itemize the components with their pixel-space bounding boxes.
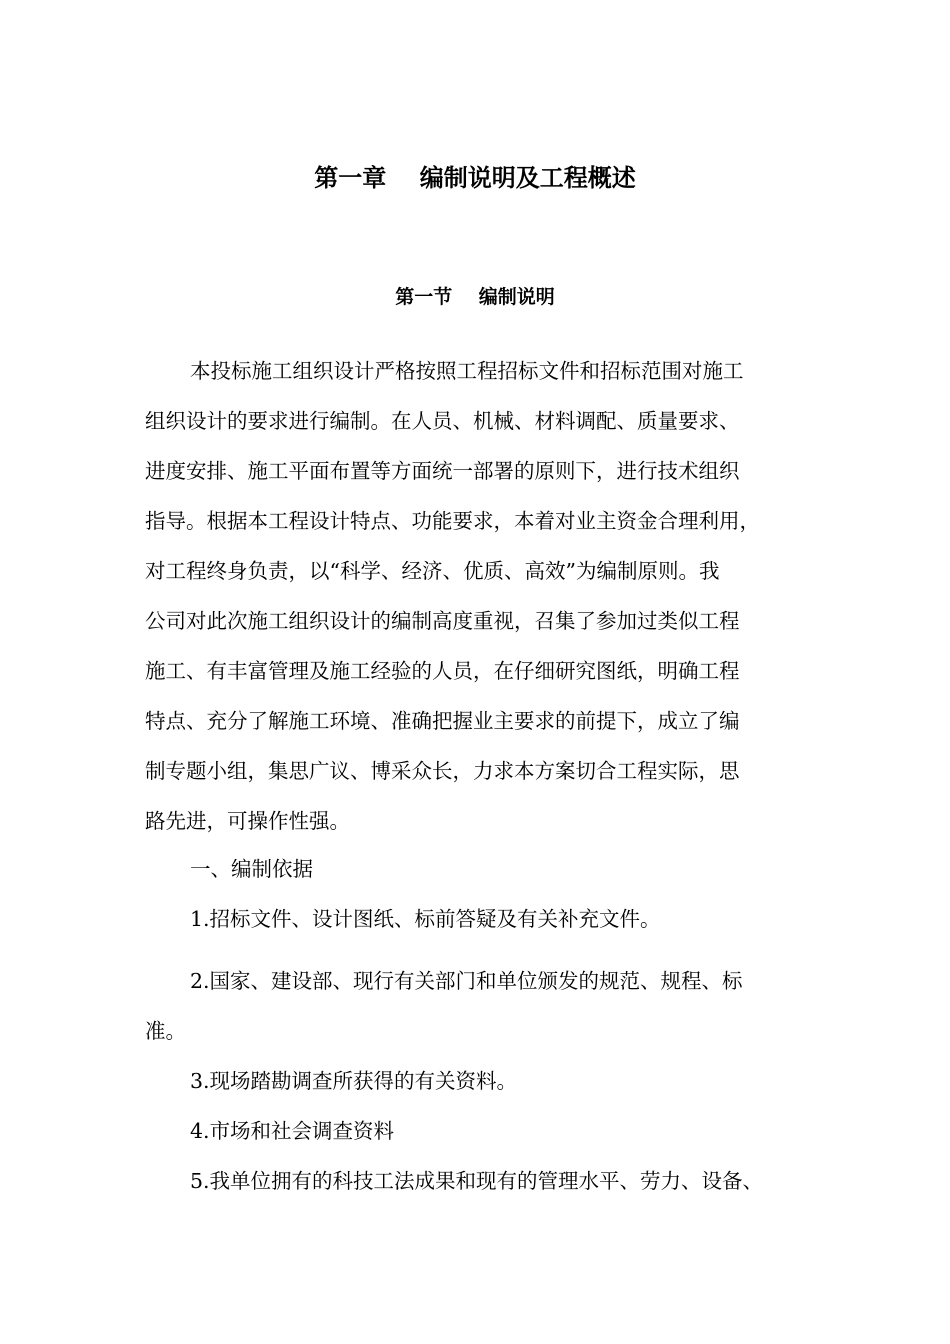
list-item: 4.市场和社会调查资料: [190, 1119, 395, 1143]
section-title: 第一节 编制说明: [395, 286, 555, 308]
paragraph-line: 本投标施工组织设计严格按照工程招标文件和招标范围对施工: [190, 359, 744, 383]
list-item: 3.现场踏勘调查所获得的有关资料。: [190, 1069, 518, 1093]
list-item: 1.招标文件、设计图纸、标前答疑及有关补充文件。: [190, 907, 661, 931]
paragraph-line: 公司对此次施工组织设计的编制高度重视，召集了参加过类似工程: [145, 609, 740, 633]
list-item: 2.国家、建设部、现行有关部门和单位颁发的规范、规程、标: [190, 969, 743, 993]
list-item-continuation: 准。: [145, 1019, 186, 1043]
basis-heading: 一、编制依据: [190, 857, 313, 881]
paragraph-line: 指导。根据本工程设计特点、功能要求，本着对业主资金合理利用，: [145, 509, 760, 533]
list-item: 5.我单位拥有的科技工法成果和现有的管理水平、劳力、设备、: [190, 1169, 764, 1193]
paragraph-line: 制专题小组，集思广议、博采众长，力求本方案切合工程实际，思: [145, 759, 740, 783]
paragraph-line: 路先进，可操作性强。: [145, 809, 350, 833]
paragraph-line: 特点、充分了解施工环境、准确把握业主要求的前提下，成立了编: [145, 709, 740, 733]
paragraph-line: 进度安排、施工平面布置等方面统一部署的原则下，进行技术组织: [145, 459, 740, 483]
paragraph-line: 对工程终身负责，以“科学、经济、优质、高效”为编制原则。我: [145, 559, 720, 583]
paragraph-line: 施工、有丰富管理及施工经验的人员，在仔细研究图纸，明确工程: [145, 659, 740, 683]
paragraph-line: 组织设计的要求进行编制。在人员、机械、材料调配、质量要求、: [145, 409, 740, 433]
chapter-title: 第一章 编制说明及工程概述: [314, 164, 636, 192]
